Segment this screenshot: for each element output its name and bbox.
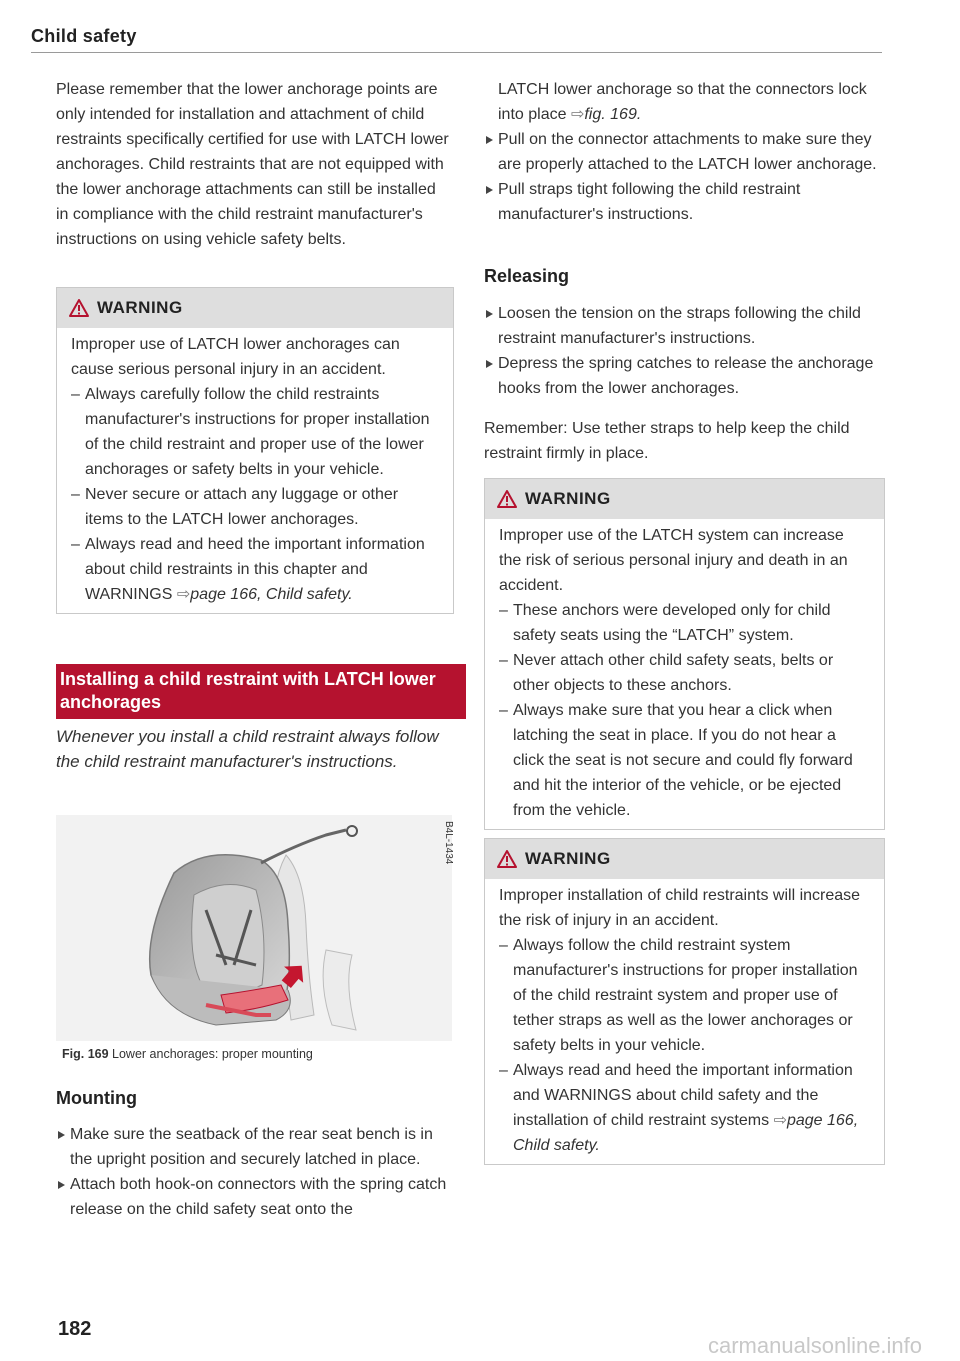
warning-header xyxy=(57,288,453,328)
warning-item xyxy=(71,532,439,607)
step-item: Depress the spring catches to release the anchorage hooks from the lower anchorages. xyxy=(484,351,883,401)
mounting-heading: Mounting xyxy=(56,1088,137,1108)
warning-body xyxy=(485,879,884,1164)
continued-text-body: LATCH lower anchorage so that the connectors lock into place xyxy=(498,81,867,123)
releasing-steps xyxy=(484,301,883,401)
step-item: Pull straps tight following the child restraint manufacturer's instructions. xyxy=(484,177,883,227)
warning-text: Improper use of LATCH lower anchorages can cause serious personal injury in an accident. xyxy=(71,336,400,378)
warning-title: WARNING xyxy=(97,298,183,317)
intro-paragraph: Please remember that the lower anchorage points are only intended for installation and attachment of child restraints specifically certified for use with LATCH lower anchorages. Child restraints that are not equipped with the lower anchorage attachments can still be installed in compliance with the child restraint manufacturer's instructions on using vehicle safety belts. xyxy=(56,81,449,248)
warning-item-text: Always read and heed the important information and WARNINGS about child safety and the installation of child restraint systems xyxy=(513,1062,853,1129)
figure-caption xyxy=(62,1047,313,1061)
warning-body xyxy=(485,519,884,829)
warning-body xyxy=(57,328,453,613)
step-item: Loosen the tension on the straps following the child restraint manufacturer's instructions. xyxy=(484,301,883,351)
warning-item-text: Never secure or attach any luggage or other items to the LATCH lower anchorages. xyxy=(85,486,399,528)
figure-caption-text: Lower anchorages: proper mounting xyxy=(112,1047,313,1061)
remember-note xyxy=(484,416,883,466)
mounting-section xyxy=(56,1088,452,1109)
warning-item: – These anchors were developed only for child safety seats using the “LATCH” system. xyxy=(499,598,870,648)
header-divider xyxy=(31,52,882,53)
warning-item: – Never attach other child safety seats, belts or other objects to these anchors. xyxy=(499,648,870,698)
continued-text xyxy=(498,77,883,127)
page-header-title: Child safety xyxy=(31,26,137,46)
mounting-steps-left xyxy=(56,1122,452,1222)
section-intro-text: Whenever you install a child restraint always follow the child restraint manufacturer's instructions. xyxy=(56,727,439,771)
section-title-bar: Installing a child restraint with LATCH lower anchorages xyxy=(56,664,466,719)
warning-header xyxy=(485,839,884,879)
site-watermark: carmanualsonline.info xyxy=(708,1333,923,1358)
page-ref-arrow-icon: ⇨ xyxy=(176,586,191,603)
figure-169 xyxy=(56,815,452,1041)
warning-box-3 xyxy=(484,838,885,1165)
warning-item: – Always carefully follow the child restraints manufacturer's instructions for proper installation of the child restraint and proper use of the lower anchorages or safety belts in your vehicle. xyxy=(71,382,439,482)
left-column xyxy=(56,77,452,252)
warning-item xyxy=(499,1058,870,1158)
warning-item: – Always follow the child restraint system manufacturer's instructions for proper installation of the child restraint system and proper use of tether straps as well as the lower anchorages or safety belts in your vehicle. xyxy=(499,933,870,1058)
step-item: Pull on the connector attachments to make sure they are properly attached to the LATCH lower anchorage. xyxy=(484,127,883,177)
fig-ref-arrow-icon: ⇨ xyxy=(570,106,585,123)
figure-code: B4L-1434 xyxy=(443,821,454,865)
warning-title: WARNING xyxy=(525,489,611,508)
warning-item: – Always make sure that you hear a click when latching the seat in place. If you do not hear a click the seat is not secure and could fly forward and hit the interior of the vehicle, or be ejected from the vehicle. xyxy=(499,698,870,823)
page-ref-link[interactable]: page 166, Child safety. xyxy=(190,586,353,603)
warning-box-1 xyxy=(56,287,454,614)
step-item: Make sure the seatback of the rear seat bench is in the upright position and securely latched in place. xyxy=(56,1122,452,1172)
child-seat-illustration xyxy=(56,815,452,1041)
remember-text: Remember: Use tether straps to help keep the child restraint firmly in place. xyxy=(484,420,850,462)
warning-header xyxy=(485,479,884,519)
warning-text: Improper use of the LATCH system can increase the risk of serious personal injury and death in an accident. xyxy=(499,527,848,594)
figure-label: Fig. 169 xyxy=(62,1047,109,1061)
warning-triangle-icon xyxy=(69,299,89,317)
warning-box-2 xyxy=(484,478,885,830)
mounting-continued xyxy=(498,77,883,127)
releasing-heading: Releasing xyxy=(484,266,570,286)
step-item: Attach both hook-on connectors with the spring catch release on the child safety seat onto the xyxy=(56,1172,452,1222)
section-intro xyxy=(56,724,452,774)
warning-text: Improper installation of child restraints will increase the risk of injury in an accident. xyxy=(499,887,861,929)
warning-triangle-icon xyxy=(497,850,517,868)
page-number: 182 xyxy=(58,1318,92,1340)
warning-item-text: Always read and heed the important information about child restraints in this chapter and WARNINGS xyxy=(85,536,425,603)
page-ref-arrow-icon: ⇨ xyxy=(773,1112,787,1129)
warning-title: WARNING xyxy=(525,849,611,868)
releasing-section xyxy=(484,266,883,287)
warning-triangle-icon xyxy=(497,490,517,508)
page-ref-link[interactable]: page 166, Child safety. xyxy=(513,1112,859,1154)
fig-ref-link[interactable]: fig. 169. xyxy=(584,106,642,123)
warning-item xyxy=(71,482,439,532)
mounting-steps-right xyxy=(484,127,883,227)
